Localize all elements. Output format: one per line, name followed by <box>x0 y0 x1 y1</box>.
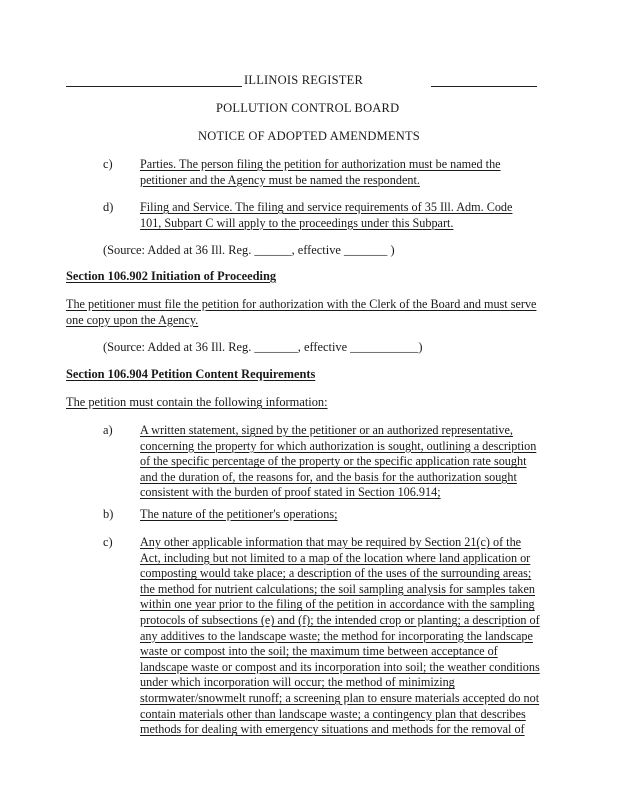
item-b-marker: b) <box>103 507 114 521</box>
text-line: A written statement, signed by the petitioner or an authorized representative, <box>140 423 513 437</box>
text-line: Parties. The person filing the petition for authorization must be named the <box>140 157 501 171</box>
section-heading: Section 106.904 Petition Content Requirements <box>66 367 316 381</box>
item-d-text <box>140 200 512 231</box>
item-d-marker: d) <box>103 200 114 214</box>
text-line: the method for nutrient calculations; the soil sampling analysis for samples taken <box>140 581 535 596</box>
item-c-marker: c) <box>103 157 113 171</box>
item-c2-marker: c) <box>103 535 113 549</box>
section-intro: The petition must contain the following information: <box>66 395 328 409</box>
text-line: within one year prior to the filing of the petition in accordance with the sampling <box>140 597 535 612</box>
text-line: Any other applicable information that may be required by Section 21(c) of the <box>140 535 522 549</box>
text-line: landscape waste or compost and its incorporation into soil; the weather conditions <box>140 659 540 674</box>
text-line: concerning the property for which authorization is sought, outlining a description <box>140 438 537 453</box>
item-a-text <box>140 423 536 501</box>
section-902-body <box>66 297 536 328</box>
text-line: and the duration of, the reasons for, and the basis for the authorization sought <box>140 469 517 484</box>
text-line: The petitioner must file the petition for authorization with the Clerk of the Board and must serve <box>66 297 537 311</box>
text-line: methods for dealing with emergency situations and methods for the removal of <box>140 722 525 737</box>
text-line: stormwater/snowmelt runoff; a screening plan to ensure materials accepted do not <box>140 690 540 705</box>
header-rule-left <box>66 86 242 87</box>
text-line: composting would take place; a description of the uses of the surrounding areas; <box>140 566 532 581</box>
notice-title: NOTICE OF ADOPTED AMENDMENTS <box>198 129 420 143</box>
item-a-marker: a) <box>103 423 113 437</box>
text-line: contain materials other than landscape waste; a contingency plan that describes <box>140 706 526 721</box>
item-b-text <box>140 507 337 523</box>
text-line: waste or compost into the soil; the maximum time between acceptance of <box>140 644 498 659</box>
header-rule-right <box>431 86 537 87</box>
text-line: protocols of subsections (e) and (f); the intended crop or planting; a description of <box>140 612 540 627</box>
text-line: Filing and Service. The filing and service requirements of 35 Ill. Adm. Code <box>140 200 513 214</box>
source-note: (Source: Added at 36 Ill. Reg. _______, effective ___________) <box>103 340 423 354</box>
text-line: one copy upon the Agency. <box>66 312 199 327</box>
text-line: under which incorporation will occur; the method of minimizing <box>140 675 455 690</box>
text-line: The nature of the petitioner's operations; <box>140 507 338 521</box>
section-heading: Section 106.902 Initiation of Proceeding <box>66 269 277 283</box>
register-title: ILLINOIS REGISTER <box>244 73 364 87</box>
source-note: (Source: Added at 36 Ill. Reg. ______, effective _______ ) <box>103 243 395 257</box>
text-line: 101, Subpart C will apply to the proceedings under this Subpart. <box>140 215 454 230</box>
item-c-text <box>140 157 501 188</box>
text-line: Act, including but not limited to a map of the location where land application or <box>140 550 531 565</box>
text-line: of the specific percentage of the property or the specific application rate sought <box>140 454 527 469</box>
board-title: POLLUTION CONTROL BOARD <box>216 101 400 115</box>
text-line: any additives to the landscape waste; the method for incorporating the landscape <box>140 628 533 643</box>
text-line: petitioner and the Agency must be named the respondent. <box>140 172 420 187</box>
text-line: consistent with the burden of proof stated in Section 106.914; <box>140 485 441 500</box>
item-c2-text <box>140 535 540 738</box>
